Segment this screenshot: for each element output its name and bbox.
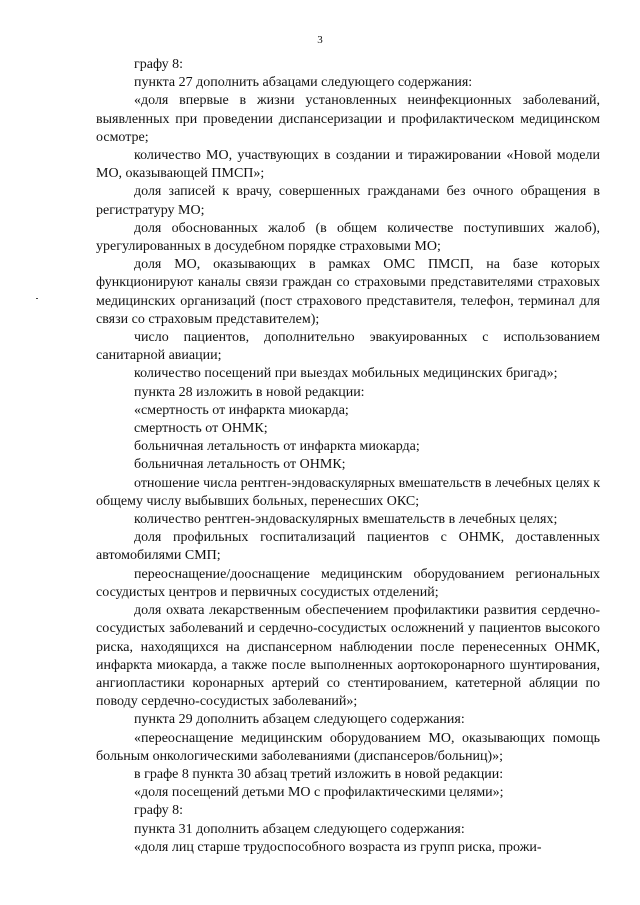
paragraph: графу 8:: [134, 803, 184, 819]
page-number: 3: [317, 34, 323, 46]
paragraph: переоснащение/дооснащение медицинским оборудованием региональных сосудистых центров и первичных сосудистых отделений;: [96, 566, 600, 600]
margin-mark: [36, 298, 38, 299]
paragraph: в графе 8 пункта 30 абзац третий изложить в новой редакции:: [134, 766, 504, 782]
paragraph: доля обоснованных жалоб (в общем количестве поступивших жалоб), урегулированных в досудебном порядке страховыми МО;: [96, 220, 600, 255]
paragraph: количество посещений при выездах мобильных медицинских бригад»;: [134, 366, 558, 382]
paragraph: графу 8:: [134, 57, 184, 72]
paragraph: «доля лиц старше трудоспособного возраста из групп риска, прожи-: [134, 839, 542, 855]
paragraph: отношение числа рентген-эндоваскулярных вмешательств в лечебных целях к общему числу выбывших больных, перенесших ОКС;: [96, 475, 600, 509]
paragraph: число пациентов, дополнительно эвакуированных с использованием санитарной авиации;: [96, 330, 600, 364]
document-body: [96, 56, 600, 857]
paragraph: «доля впервые в жизни установленных неинфекционных заболеваний, выявленных при проведении диспансеризации и профилактическом медицинском осмотре;: [96, 93, 600, 145]
paragraph: «доля посещений детьми МО с профилактическими целями»;: [134, 785, 504, 801]
paragraph: доля записей к врачу, совершенных гражданами без очного обращения в регистратуру МО;: [96, 184, 600, 218]
paragraph: доля охвата лекарственным обеспечением профилактики развития сердечно-сосудистых заболеваний и сердечно-сосудистых осложнений у пациентов высокого риска, находящихся на диспансерном наблюдении после перенесенных ОНМК, инфаркта миокарда, а также после выполненных аортокоронарного шунтирования, ангиопластики коронарных артерий со стентированием, катетерной абляции по поводу сердечно-сосудистых заболеваний»;: [96, 603, 600, 710]
paragraph: больничная летальность от инфаркта миокарда;: [134, 439, 420, 455]
paragraph: «переоснащение медицинским оборудованием МО, оказывающих помощь больным онкологическими заболеваниями (диспансеров/больниц)»;: [96, 730, 600, 764]
paragraph: пункта 27 дополнить абзацами следующего содержания:: [134, 75, 473, 91]
paragraph: пункта 28 изложить в новой редакции:: [134, 384, 365, 400]
paragraph: больничная летальность от ОНМК;: [134, 457, 346, 473]
paragraph: количество МО, участвующих в создании и тиражировании «Новой модели МО, оказывающей ПМСП»;: [96, 148, 600, 182]
paragraph: «смертность от инфаркта миокарда;: [134, 402, 349, 418]
paragraph: пункта 31 дополнить абзацем следующего содержания:: [134, 821, 465, 837]
paragraph: смертность от ОНМК;: [134, 421, 268, 437]
paragraph: доля профильных госпитализаций пациентов с ОНМК, доставленных автомобилями СМП;: [96, 530, 600, 564]
paragraph: количество рентген-эндоваскулярных вмешательств в лечебных целях;: [134, 512, 558, 528]
paragraph: доля МО, оказывающих в рамках ОМС ПМСП, на базе которых функционируют каналы связи граждан со страховыми представителями страховых медицинских организаций (пост страхового представителя, телефон, терминал для связи со страховым представителем);: [96, 257, 600, 327]
paragraph: пункта 29 дополнить абзацем следующего содержания:: [134, 712, 465, 728]
